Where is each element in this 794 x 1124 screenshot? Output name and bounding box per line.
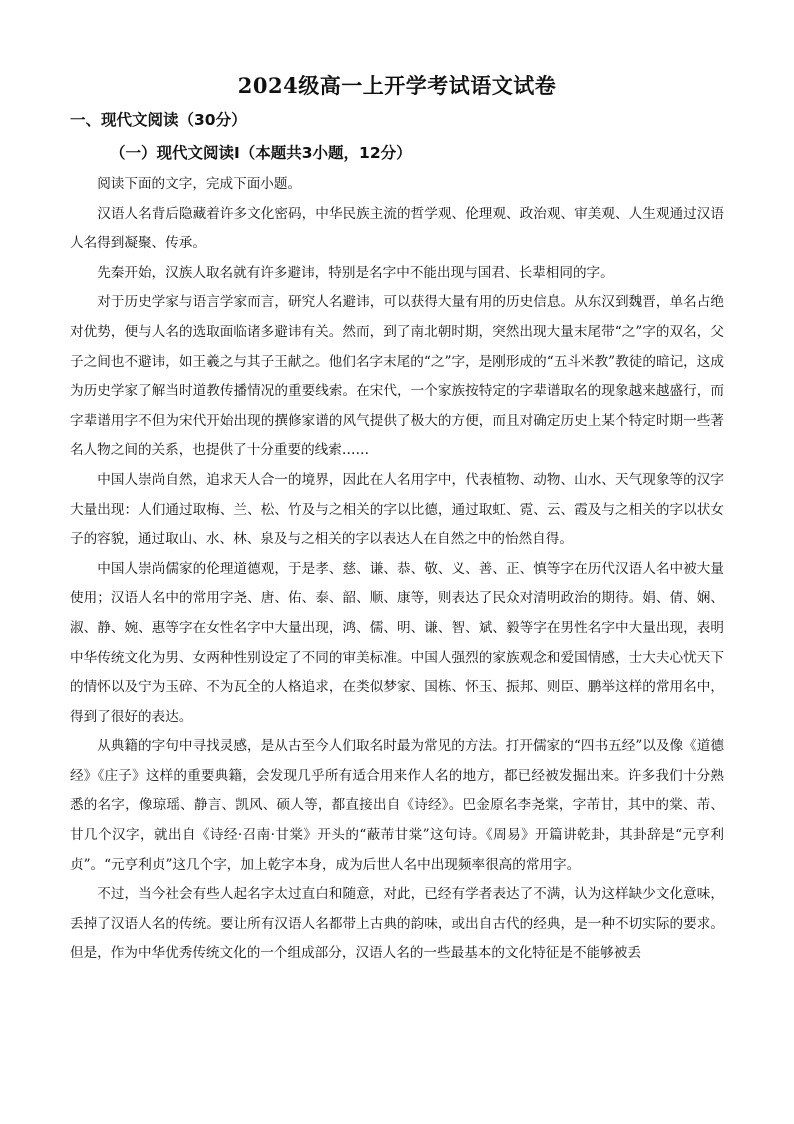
reading-passage — [70, 170, 724, 969]
section-heading: 一、现代文阅读（30分） — [70, 111, 247, 129]
passage-paragraph: 中国人崇尚自然，追求天人合一的境界，因此在人名用字中，代表植物、动物、山水、天气现象等的汉字大量出现：人们通过取梅、兰、松、竹及与之相关的字以比德，通过取虹、霓、云、霞及与之相关的字以状女子的容貌，通过取山、水、林、泉及与之相关的字以表达人在自然之中的怡然自得。 — [70, 471, 724, 548]
subsection-heading: （一）现代文阅读Ⅰ（本题共3小题，12分） — [110, 144, 412, 162]
passage-paragraph: 对于历史学家与语言学家而言，研究人名避讳，可以获得大量有用的历史信息。从东汉到魏晋，单名占绝对优势，便与人名的选取面临诸多避讳有关。然而，到了南北朝时期，突然出现大量末尾带“之”字的双名，父子之间也不避讳，如王羲之与其子王献之。他们名字末尾的“之”字，是刚形成的“五斗米教”教徒的暗记，这成为历史学家了解当时道教传播情况的重要线索。在宋代，一个家族按特定的字辈谱取名的现象越来越盛行，而字辈谱用字不但为宋代开始出现的撰修家谱的风气提供了极大的方便，而且对确定历史上某个特定时期一些著名人物之间的关系，也提供了十分重要的线索…… — [70, 294, 724, 459]
exam-title: 2024级高一上开学考试语文试卷 — [237, 73, 557, 98]
passage-paragraph: 汉语人名背后隐藏着许多文化密码，中华民族主流的哲学观、伦理观、政治观、审美观、人生观通过汉语人名得到凝聚、传承。 — [70, 205, 724, 252]
instruction-paragraph: 阅读下面的文字，完成下面小题。 — [97, 176, 302, 192]
passage-paragraph: 先秦开始，汉族人取名就有许多避讳，特别是名字中不能出现与国君、长辈相同的字。 — [97, 264, 614, 281]
passage-paragraph: 不过，当今社会有些人起名字太过直白和随意，对此，已经有学者表达了不满，认为这样缺少文化意味，丢掉了汉语人名的传统。要让所有汉语人名都带上古典的韵味，或出自古代的经典，是一种不切实际的要求。但是，作为中华优秀传统文化的一个组成部分，汉语人名的一些最基本的文化特征是不能够被丢 — [70, 886, 724, 962]
passage-paragraph: 从典籍的字句中寻找灵感，是从古至今人们取名时最为常见的方法。打开儒家的“四书五经”以及像《道德经》《庄子》这样的重要典籍，会发现几乎所有适合用来作人名的地方，都已经被发掘出来。许多我们十分熟悉的名字，像琼瑶、静言、凯风、硕人等，都直接出自《诗经》。巴金原名李尧棠，字芾甘，其中的棠、芾、甘几个汉字，就出自《诗经·召南·甘棠》开头的“蔽芾甘棠”这句诗。《周易》开篇讲乾卦，其卦辞是“元亨利贞”。“元亨利贞”这几个字，加上乾字本身，成为后世人名中出现频率很高的常用字。 — [70, 738, 724, 873]
passage-paragraph: 中国人崇尚儒家的伦理道德观，于是孝、慈、谦、恭、敬、义、善、正、慎等字在历代汉语人名中被大量使用；汉语人名中的常用字尧、唐、佑、泰、韶、顺、康等，则表达了民众对清明政治的期待。娟、倩、娴、淑、静、婉、惠等字在女性名字中大量出现，鸿、儒、明、谦、智、斌、毅等字在男性名字中大量出现，表明中华传统文化为男、女两种性别设定了不同的审美标准。中国人强烈的家族观念和爱国情感，士大夫心忧天下的情怀以及宁为玉碎、不为瓦全的人格追求，在类似梦家、国栋、怀玉、振邦、则臣、鹏举这样的常用名中，得到了很好的表达。 — [70, 560, 724, 725]
